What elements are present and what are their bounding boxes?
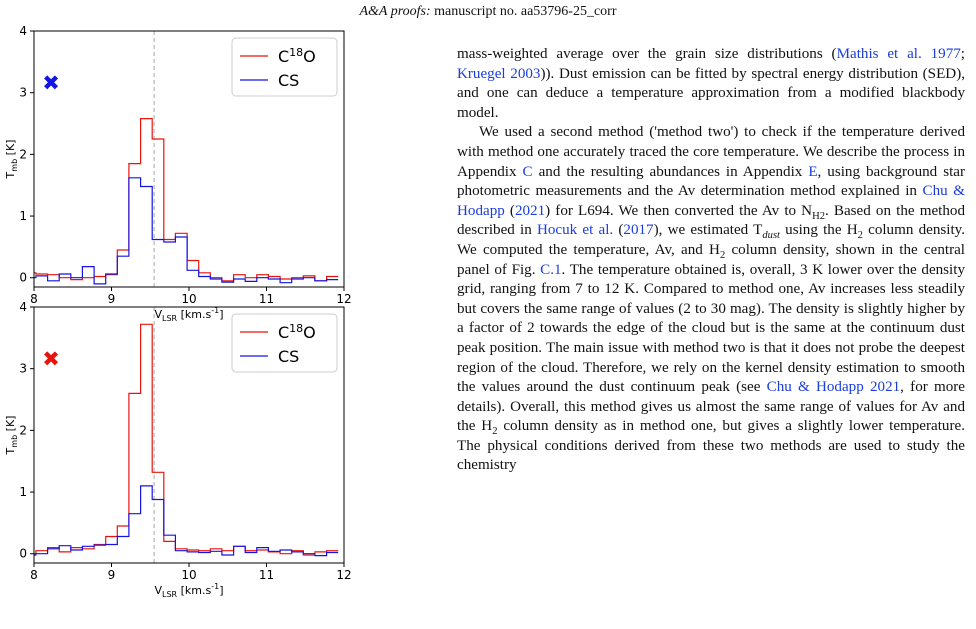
x-tick-label: 9 — [107, 292, 116, 306]
series-line-cs — [34, 178, 338, 284]
subscript: H2 — [812, 210, 826, 222]
citation-link[interactable]: 2021 — [514, 202, 546, 219]
x-tick-label: 11 — [258, 292, 275, 306]
x-tick-label: 10 — [181, 292, 197, 306]
citation-link[interactable]: E — [808, 163, 818, 180]
text-run: using the H — [779, 222, 858, 239]
legend-label-c18o: $C^{18}O$ — [278, 322, 316, 342]
body-text — [457, 45, 965, 476]
text-run: and the resulting abundances in Appendix — [532, 163, 809, 180]
text-run: column density, shown in the central panel of Fig. — [457, 241, 965, 278]
text-run: ; — [960, 46, 965, 62]
legend-label-c18o: $C^{18}O$ — [278, 46, 316, 66]
legend-label-cs: CS — [278, 71, 300, 90]
x-tick-label: 8 — [30, 292, 38, 306]
manuscript-number: manuscript no. aa53796-25_corr — [434, 4, 617, 19]
y-tick-label: 4 — [19, 24, 27, 38]
y-axis-label: $T_{mb}$ [K] — [4, 139, 19, 179]
x-tick-label: 9 — [107, 568, 116, 582]
citation-link[interactable]: Chu & Hodapp — [457, 183, 965, 219]
citation-link[interactable]: C — [522, 163, 533, 180]
x-tick-label: 12 — [336, 568, 352, 582]
subscript: 2 — [492, 426, 498, 438]
legend-label-cs: CS — [278, 347, 300, 366]
text-run: )). Dust emission can be fitted by spectral energy distribution (SED), and one can deduce a temperature approximation from a modified blackbody model. — [457, 65, 965, 121]
y-tick-label: 1 — [19, 485, 27, 500]
text-run: . The temperature obtained is, overall, 3 K lower over the density grid, ranging from 7 to 12 K. Compared to method one, Av increases less steadily but covers the same range of values (2 to 30 mag). The density is slightly higher by a factor of 2 towards the edge of the cloud but is the same at the continuum dust peak position. The main issue with method two is that it does not probe the deepest region of the cloud. Therefore, we rely on the kernel density estimation to smooth the values around the dust continuum peak (see — [457, 261, 965, 396]
x-axis-label: $V_{LSR}$ $[km.s^{-1}]$ — [154, 306, 224, 323]
running-header — [0, 4, 976, 20]
x-axis-label: $V_{LSR}$ $[km.s^{-1}]$ — [154, 582, 224, 599]
text-run: ) for L694. We then converted the Av to N — [545, 202, 813, 219]
y-tick-label: 0 — [19, 270, 27, 285]
subscript: dust — [762, 230, 780, 242]
series-line-cs — [34, 486, 338, 556]
x-tick-label: 10 — [181, 568, 197, 582]
citation-link[interactable]: Chu & Hodapp 2021 — [766, 379, 901, 396]
citation-link[interactable]: Kruegel 2003 — [457, 65, 541, 82]
y-tick-label: 2 — [19, 147, 27, 162]
y-tick-label: 3 — [19, 85, 27, 100]
text-run: . Based on the method described in — [457, 202, 965, 239]
journal-name: A&A proofs: — [359, 4, 431, 19]
text-run: column density. We computed the temperature, Av, and H — [457, 222, 965, 258]
text-run: , for more details). Overall, this method gives us almost the same range of values for Av and the H — [457, 379, 965, 435]
x-tick-label: 8 — [30, 568, 38, 582]
text-run: , using background star photometric measurements and the Av determination method explained in — [457, 163, 965, 200]
source-marker: ✖ — [42, 347, 60, 371]
text-run: ( — [613, 222, 624, 239]
spectra-figure — [0, 22, 440, 629]
paragraph — [457, 45, 965, 123]
y-tick-label: 1 — [19, 209, 27, 224]
subscript: 2 — [857, 230, 863, 242]
text-run: We used a second method ('method two') to check if the temperature derived with method one accurately traced the core temperature. We describe the process in Appendix — [457, 124, 965, 180]
text-run: ), we estimated T — [653, 222, 763, 239]
y-tick-label: 2 — [19, 423, 27, 438]
text-run: column density as in method one, but gives a slightly lower temperature. The physical conditions derived from these two methods are used to study the chemistry — [457, 418, 965, 474]
citation-link[interactable]: 2017 — [623, 222, 654, 239]
source-marker: ✖ — [42, 71, 60, 95]
text-run: ( — [504, 202, 515, 219]
text-run: mass-weighted average over the grain size distributions ( — [457, 46, 837, 62]
x-tick-label: 12 — [336, 292, 352, 306]
y-axis-label: $T_{mb}$ [K] — [4, 415, 19, 455]
x-tick-label: 11 — [258, 568, 275, 582]
citation-link[interactable]: Hocuk et al. — [536, 222, 614, 239]
citation-link[interactable]: C.1 — [540, 261, 562, 278]
paragraph — [457, 123, 965, 476]
citation-link[interactable]: Mathis et al. 1977 — [836, 46, 961, 62]
series-line-c18o — [34, 119, 338, 281]
y-tick-label: 3 — [19, 361, 27, 376]
y-tick-label: 4 — [19, 300, 27, 314]
subscript: 2 — [719, 249, 726, 261]
spectrum-panel-1 — [4, 24, 352, 323]
y-tick-label: 0 — [19, 546, 27, 561]
spectrum-panel-2 — [4, 300, 352, 599]
